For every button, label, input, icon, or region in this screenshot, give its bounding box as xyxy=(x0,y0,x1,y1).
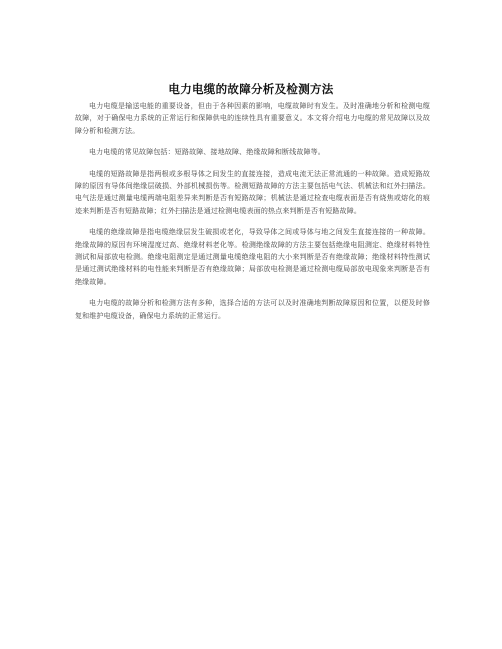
paragraph-fault-types: 电力电缆的常见故障包括：短路故障、接地故障、绝缘故障和断线故障等。 xyxy=(89,148,325,157)
paragraph-intro: 电力电缆是输送电能的重要设备，但由于各种因素的影响，电缆故障时有发生。及时准确地分析和检测电缆故障，对于确保电力系统的正常运行和保障供电的连续性具有重要意义。本文将介绍电力电缆的常见故障以及故障分析和检测方法。 xyxy=(75,102,430,135)
paragraph-conclusion: 电力电缆的故障分析和检测方法有多种，选择合适的方法可以及时准确地判断故障原因和位置，以便及时修复和维护电缆设备，确保电力系统的正常运行。 xyxy=(75,299,430,320)
document-title: 电力电缆的故障分析及检测方法 xyxy=(168,82,334,96)
document-body xyxy=(75,100,430,331)
paragraph-short-circuit: 电缆的短路故障是指两根或多根导体之间发生的直接连接，造成电流无法正常流通的一种故障。造成短路故障的原因有导体间绝缘层破损、外部机械损伤等。检测短路故障的方法主要包括电气法、机械法和红外扫描法。电气法是通过测量电缆两端电阻差异来判断是否有短路故障；机械法是通过检查电缆表面是否有烧焦或熔化的痕迹来判断是否有短路故障；红外扫描法是通过检测电缆表面的热点来判断是否有短路故障。 xyxy=(75,169,430,215)
paragraph-insulation: 电缆的绝缘故障是指电缆绝缘层发生破损或老化，导致导体之间或导体与地之间发生直接连接的一种故障。绝缘故障的原因有环境湿度过高、绝缘材料老化等。检测绝缘故障的方法主要包括绝缘电阻测定、绝缘材料特性测试和局部放电检测。绝缘电阻测定是通过测量电缆绝缘电阻的大小来判断是否有绝缘故障；绝缘材料特性测试是通过测试绝缘材料的电性能来判断是否有绝缘故障；局部放电检测是通过检测电缆局部放电现象来判断是否有绝缘故障。 xyxy=(75,228,430,286)
